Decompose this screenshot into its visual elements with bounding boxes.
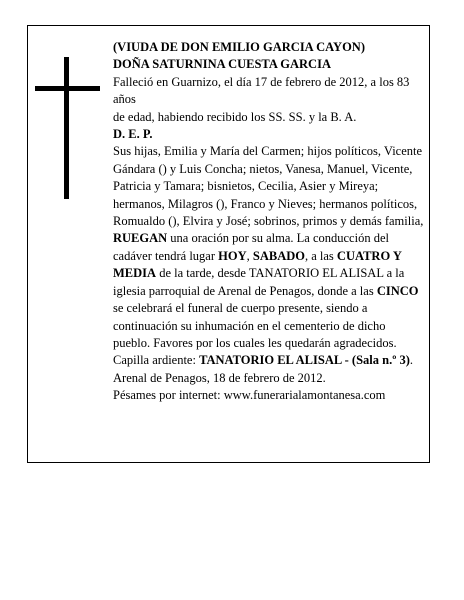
family-list: Sus hijas, Emilia y María del Carmen; hijos políticos, Vicente Gándara () y Luis Concha; nietos, Vanesa, Manuel, Vicente, Patricia y Tamara; bisnietos, Cecilia, Asier y Mireya; hermanos, Milagros (), Franco y Nieves; hermanos políticos, Romualdo (), Elvira y José; sobrinos, primos y demás familia,: [113, 144, 424, 229]
cross-icon: [64, 57, 69, 199]
widow-line: (VIUDA DE DON EMILIO GARCIA CAYON): [113, 40, 365, 54]
sacraments-line: de edad, habiendo recibido los SS. SS. y la B. A.: [113, 109, 357, 124]
place-date: Arenal de Penagos, 18 de febrero de 2012.: [113, 370, 326, 385]
obituary-text: [113, 39, 425, 405]
deceased-name: DOÑA SATURNINA CUESTA GARCIA: [113, 57, 331, 72]
death-notice: Falleció en Guarnizo, el día 17 de febrero de 2012, a los 83 años: [113, 74, 410, 107]
condolences-line: Pésames por internet: www.funerarialamontanesa.com: [113, 388, 386, 403]
rip-line: D. E. P.: [113, 127, 153, 142]
chapel-line: Capilla ardiente: TANATORIO EL ALISAL - (Sala n.º 3).: [113, 353, 413, 368]
service-details: RUEGAN una oración por su alma. La conducción del cadáver tendrá lugar HOY, SABADO, a las CUATRO Y MEDIA de la tarde, desde TANATORIO EL ALISAL a la iglesia parroquial de Arenal de Penagos, donde a las CINCO se celebrará el funeral de cuerpo presente, siendo a continuación su inhumación en el cementerio de dicho pueblo. Favores por los cuales les quedarán agradecidos.: [113, 231, 419, 350]
cross-icon-bar: [35, 86, 100, 91]
